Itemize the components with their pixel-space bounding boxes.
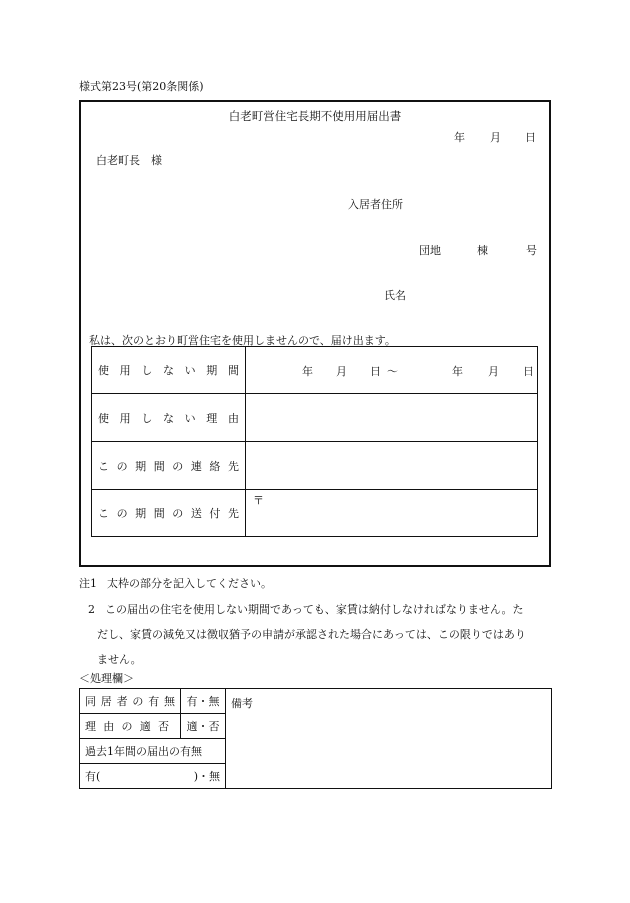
label-char: 絡 [209,459,221,473]
label-char: 同 [85,695,96,708]
label-char: い [184,364,196,377]
label-char: 由 [103,720,115,733]
period-label [92,362,245,378]
mailing-value-cell[interactable] [246,490,538,537]
label-char: 有 [148,695,160,708]
label-char: 期 [135,459,147,473]
label-char: 使 [98,411,109,425]
label-char: の [172,507,184,520]
label-char: 付 [209,507,221,520]
past-notification-label: 過去1年間の届出の有無 [80,739,226,764]
reason-validity-label-cell [80,714,181,739]
unit-label: 号 [526,244,537,257]
note-1 [79,575,272,591]
period-from-month: 月 [336,365,347,378]
label-char: 先 [227,507,239,520]
date-month-label: 月 [490,131,501,144]
label-char: 理 [206,411,218,425]
note-2-line-2: だし、家賃の減免又は徴収猶予の申請が承認された場合にあっては、この限りではあり [97,628,526,641]
note-2-line-3: ません。 [97,653,142,666]
note-1-prefix: 注1 [79,577,97,590]
statement-text: 私は、次のとおり町営住宅を使用しませんので、届け出ます。 [89,334,396,347]
label-char: の [116,507,128,520]
label-char: 間 [153,507,165,520]
label-char: 居 [100,695,112,708]
label-char: な [162,411,174,425]
table-row [80,689,552,714]
period-value-cell[interactable] [246,347,538,394]
contact-value-cell[interactable] [246,442,538,490]
period-to-day: 日 [523,365,534,378]
label-char: 使 [98,364,109,377]
note-2 [88,601,524,617]
name-label: 氏名 [384,289,406,302]
label-char: し [141,364,153,377]
label-char: の [172,459,184,473]
period-from-year: 年 [302,365,313,378]
reason-label [92,410,245,426]
label-char: 否 [158,720,169,733]
period-from-day: 日 [370,365,381,378]
date-year-label: 年 [454,131,465,144]
label-char: 用 [119,364,131,377]
note-1-text: 太枠の部分を記入してください。 [107,577,272,590]
mailing-label [92,505,245,521]
label-char: 由 [227,411,239,425]
processing-table [79,688,552,789]
label-char: の [116,459,128,473]
details-table [91,346,538,537]
label-char: 先 [227,459,239,473]
label-char: 連 [190,459,202,473]
past-notification-prefix: 有( [85,770,101,783]
table-row [92,394,538,442]
label-char: 送 [190,507,202,520]
label-char: い [184,411,196,425]
reason-validity-choice[interactable]: 適・否 [181,714,226,739]
label-char: な [162,364,174,377]
note-2-number: 2 [88,603,95,616]
form-main-frame [79,100,551,567]
row-label-cell [92,394,246,442]
period-to-year: 年 [452,365,463,378]
label-char: し [141,411,153,425]
resident-address-label: 入居者住所 [348,198,403,211]
complex-label: 団地 [419,244,441,257]
label-char: 期 [135,507,147,520]
row-label-cell [92,347,246,394]
cohabitant-choice[interactable]: 有・無 [181,689,226,714]
cohabitant-label-cell [80,689,181,714]
period-to-month: 月 [488,365,499,378]
table-row [92,490,538,537]
past-notification-suffix: )・無 [193,770,220,783]
period-separator: 〜 [387,365,398,378]
label-char: 理 [85,720,96,733]
row-label-cell [92,442,246,490]
label-char: こ [98,507,109,520]
table-row [92,347,538,394]
postal-mark: 〒 [253,494,264,507]
addressee: 白老町長 様 [96,154,162,167]
date-day-label: 日 [525,131,536,144]
past-notification-choice[interactable] [80,764,226,789]
label-char: 期 [206,364,218,377]
remarks-cell[interactable] [226,689,552,789]
form-title: 白老町営住宅長期不使用用届出書 [228,109,402,123]
contact-label [92,458,245,474]
label-char: 無 [163,695,175,708]
label-char: 適 [139,720,151,733]
label-char: の [132,695,144,708]
note-2-line-1: この届出の住宅を使用しない期間であっても、家賃は納付しなければなりません。た [105,603,524,616]
table-row [92,442,538,490]
label-char: の [121,720,133,733]
label-char: 用 [119,411,131,425]
reason-validity-label [85,718,175,734]
form-reference-number: 様式第23号(第20条関係) [79,80,204,93]
label-char: 間 [153,459,165,473]
processing-heading: ＜処理欄＞ [79,672,134,685]
building-label: 棟 [477,244,488,257]
label-char: 者 [116,695,128,708]
cohabitant-label [85,693,175,709]
label-char: こ [98,459,109,473]
reason-value-cell[interactable] [246,394,538,442]
row-label-cell [92,490,246,537]
remarks-label: 備考 [231,697,253,710]
label-char: 間 [227,364,239,377]
